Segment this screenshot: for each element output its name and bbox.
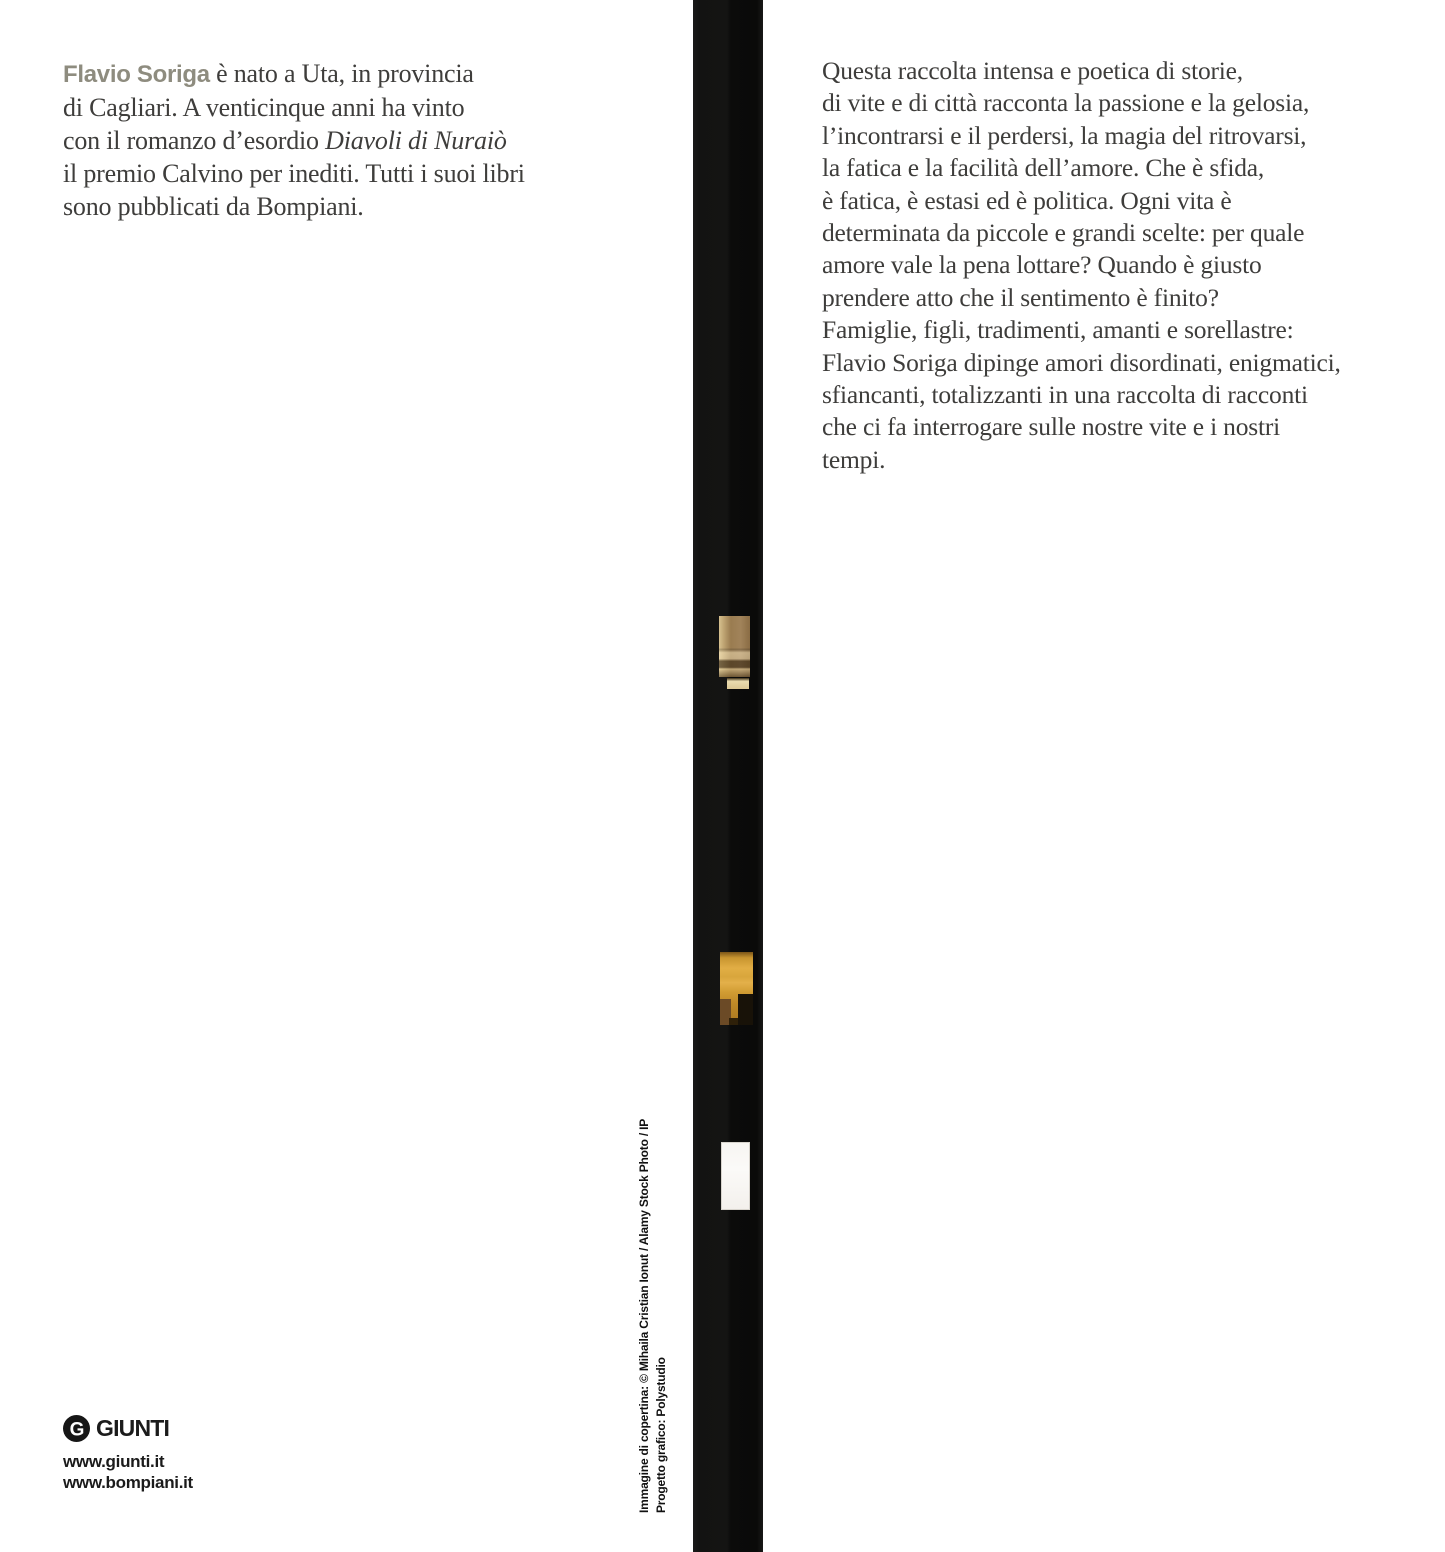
blurb-line: che ci fa interrogare sulle nostre vite e i nostri: [822, 412, 1281, 442]
bio-line: [63, 57, 663, 91]
author-bio: [63, 57, 663, 223]
bio-text: è nato a Uta, in provincia: [209, 59, 474, 88]
blurb-line: tempi.: [822, 444, 886, 474]
giunti-logo: [63, 1414, 193, 1442]
photo-credits: [636, 1119, 670, 1513]
bio-line: sono pubblicati da Bompiani.: [63, 192, 364, 221]
publisher-block: [63, 1414, 193, 1493]
bio-line: di Cagliari. A venticinque anni ha vinto: [63, 93, 465, 122]
spine-photo-amber-window: [720, 952, 753, 1025]
spine-photo-gold-tab: [727, 678, 749, 689]
blurb-line: prendere atto che il sentimento è finito?: [822, 282, 1219, 312]
blurb-line: Questa raccolta intensa e poetica di storie,: [822, 56, 1243, 85]
svg-text:G: G: [69, 1419, 85, 1440]
blurb-line: l’incontrarsi e il perdersi, la magia del ritrovarsi,: [822, 120, 1307, 150]
amber-photo-silhouette: [738, 994, 753, 1025]
blurb-line: di vite e di città racconta la passione e la gelosia,: [822, 88, 1310, 118]
spine-photo-white-panel: [721, 1142, 750, 1210]
spine-photo-gold-column: [719, 616, 750, 677]
bio-line: il premio Calvino per inediti. Tutti i suoi libri: [63, 159, 525, 188]
credit-graphic-design: Progetto grafico: Polystudio: [654, 1357, 668, 1513]
book-title: Diavoli di Nuraiò: [325, 126, 507, 155]
bio-text: con il romanzo d’esordio: [63, 126, 326, 155]
publisher-urls: [63, 1452, 193, 1493]
book-blurb: [822, 55, 1432, 476]
giunti-logo-text: GIUNTI: [96, 1414, 170, 1441]
author-name: Flavio Soriga: [63, 61, 210, 88]
blurb-line: sfiancanti, totalizzanti in una raccolta di racconti: [822, 380, 1308, 410]
giunti-g-disc-icon: [63, 1415, 90, 1442]
blurb-line: determinata da piccole e grandi scelte: per quale: [822, 218, 1305, 248]
blurb-line: amore vale la pena lottare? Quando è giusto: [822, 250, 1262, 280]
credit-cover-image: Immagine di copertina: © Mihaila Cristian Ionut / Alamy Stock Photo / IP: [637, 1118, 651, 1513]
blurb-line: la fatica e la facilità dell’amore. Che è sfida,: [822, 153, 1265, 183]
blurb-line: Famiglie, figli, tradimenti, amanti e sorellastre:: [822, 315, 1294, 345]
blurb-line: Flavio Soriga dipinge amori disordinati, enigmatici,: [822, 347, 1341, 377]
bio-line: [63, 124, 663, 157]
blurb-line: è fatica, è estasi ed è politica. Ogni vita è: [822, 185, 1232, 215]
bompiani-url: www.bompiani.it: [63, 1472, 193, 1492]
book-spine: [693, 0, 763, 1552]
giunti-url: www.giunti.it: [63, 1452, 165, 1471]
